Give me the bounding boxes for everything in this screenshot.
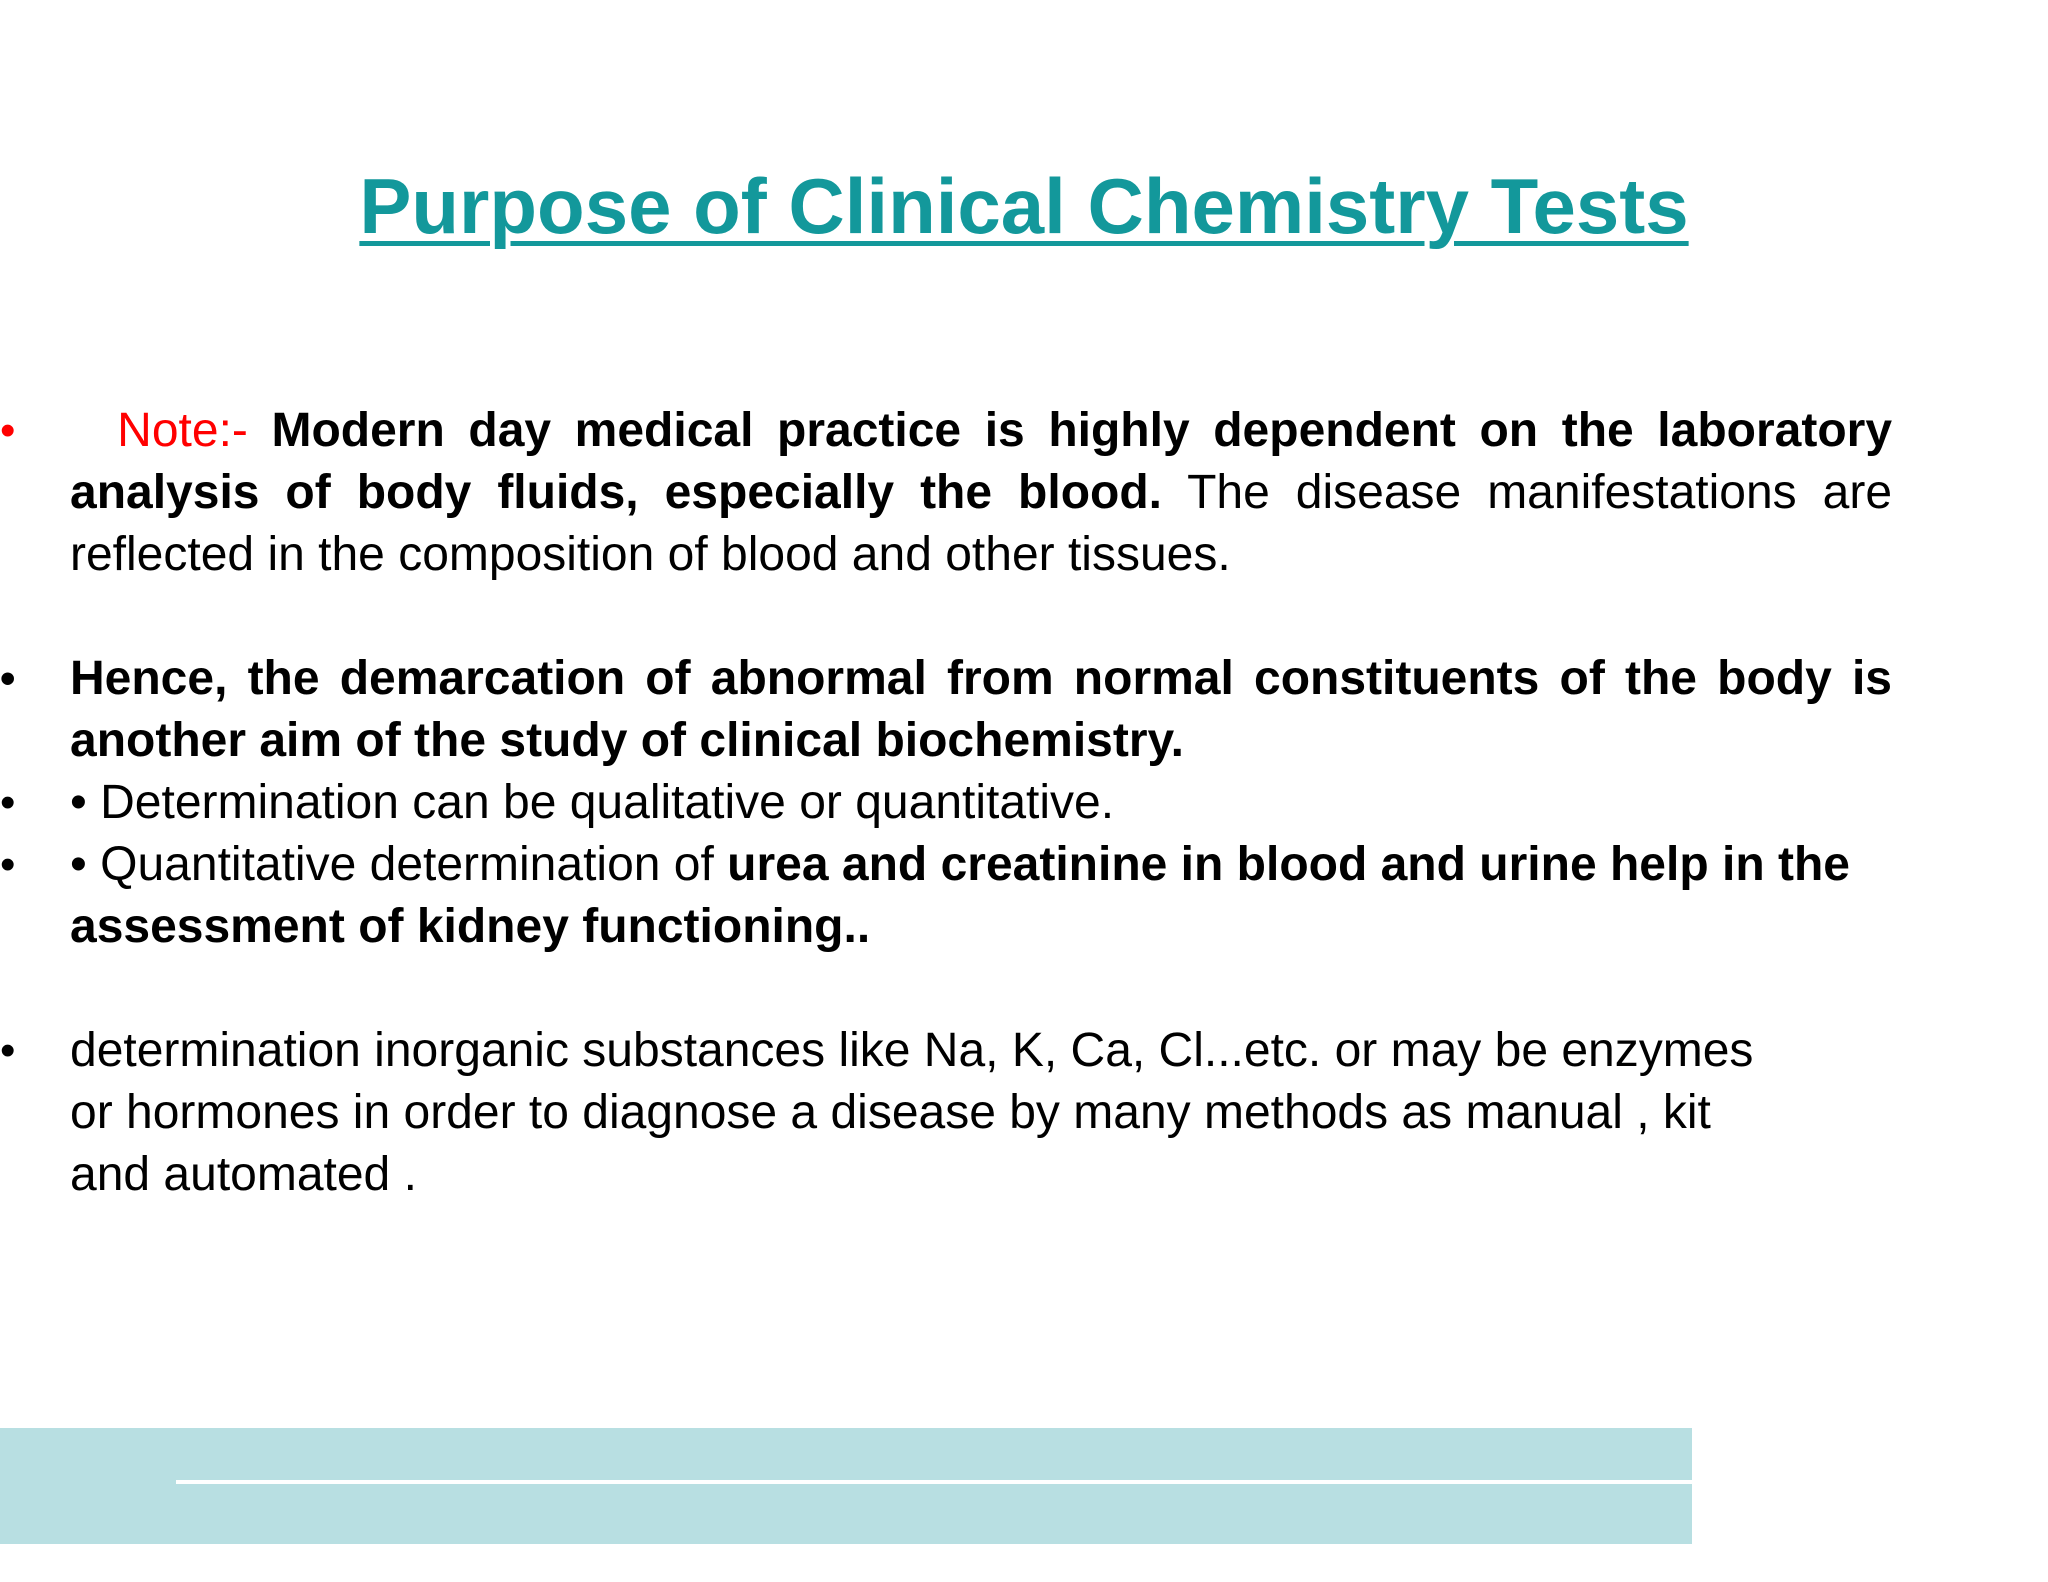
bullet-item-determination bbox=[0, 772, 2048, 834]
bullet-text: Hence, the demarcation of abnormal from normal constituents of the body is another aim of the study of clinical biochemistry. bbox=[70, 652, 1892, 767]
footer-band bbox=[0, 1428, 1692, 1544]
spacer bbox=[0, 958, 2048, 1020]
bullet-marker: • bbox=[0, 654, 16, 703]
bullet-marker: • bbox=[0, 406, 16, 455]
plain-statement: • Quantitative determination of bbox=[70, 838, 714, 891]
bullet-list bbox=[0, 400, 2048, 1206]
slide-title: Purpose of Clinical Chemistry Tests bbox=[359, 162, 1689, 250]
note-label: Note:- bbox=[117, 404, 248, 457]
bullet-text bbox=[70, 834, 1870, 958]
bullet-item-quantitative bbox=[0, 834, 2048, 958]
bullet-marker: • bbox=[0, 1026, 16, 1075]
bullet-marker: • bbox=[0, 778, 16, 827]
bullet-marker: • bbox=[0, 840, 16, 889]
bullet-item-inorganic bbox=[0, 1020, 2048, 1206]
bullet-text: determination inorganic substances like Na, K, Ca, Cl...etc. or may be enzymes or hormones in order to diagnose a disease by many methods as manual , kit and automated . bbox=[70, 1024, 1754, 1201]
bullet-item-demarcation bbox=[0, 648, 2048, 772]
spacer bbox=[0, 586, 2048, 648]
bullet-item-note bbox=[0, 400, 2048, 586]
bullet-text bbox=[70, 400, 1892, 586]
bold-statement: urea and creatinine in blood and urine help in the assessment of kidney functioning.. bbox=[70, 838, 1850, 953]
bullet-text: • Determination can be qualitative or quantitative. bbox=[70, 776, 1115, 829]
bold-statement: Modern day medical practice is highly dependent on the laboratory analysis of body fluids, especially the blood. bbox=[70, 404, 1893, 519]
plain-statement: The disease manifestations are reflected in the composition of blood and other tissues. bbox=[70, 466, 1893, 581]
footer-divider-line bbox=[176, 1480, 1692, 1484]
